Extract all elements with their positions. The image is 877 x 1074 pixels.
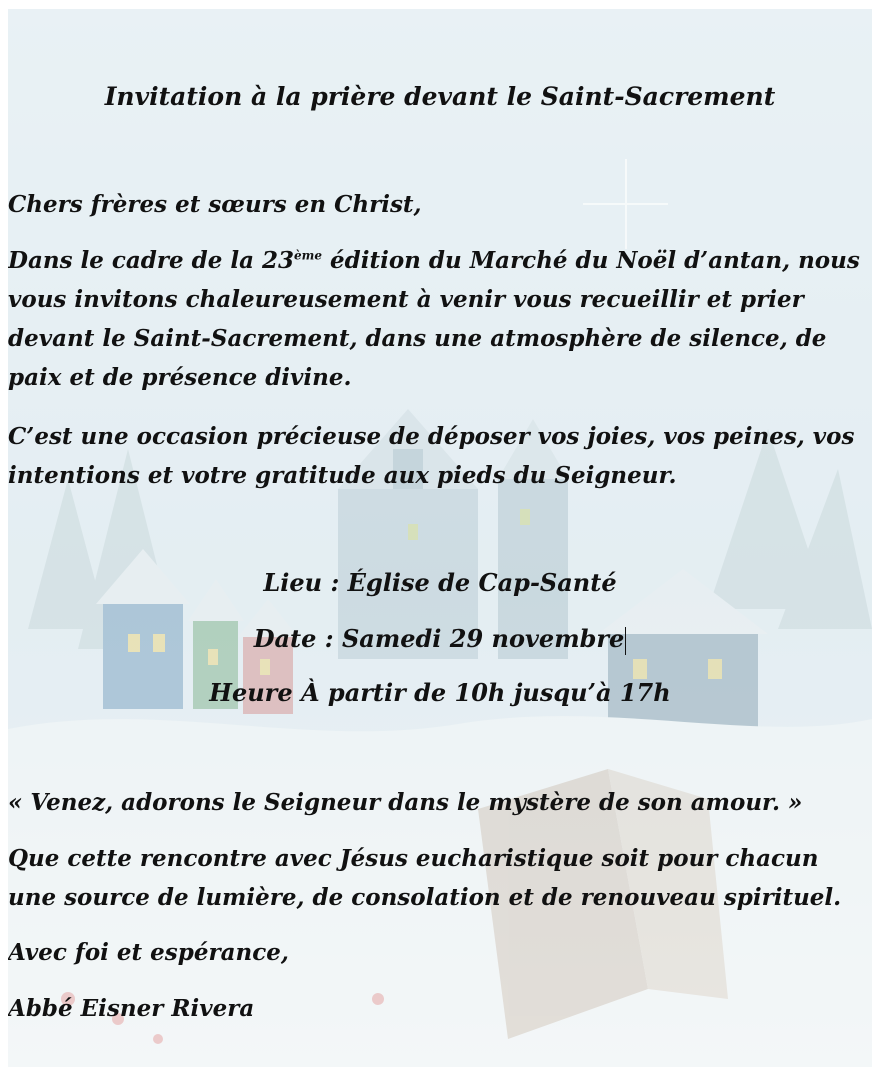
paragraph-intro-start: Dans le cadre de la 23 <box>8 247 295 274</box>
paragraph-intro-rest: édition du Marché du Noël d’antan, nous vous invitons chaleureusement à venir vous recueillir et prier devant le Saint-Sacrement, dans une atmosphère de silence, de paix et de présence divine. <box>8 247 860 391</box>
invitation-document <box>8 9 872 1067</box>
greeting: Chers frères et sœurs en Christ, <box>8 191 422 218</box>
text-cursor <box>625 627 626 655</box>
paragraph-occasion: C’est une occasion précieuse de déposer vos joies, vos peines, vos intentions et votre gratitude aux pieds du Seigneur. <box>8 423 855 489</box>
signature: Abbé Eisner Rivera <box>8 995 255 1022</box>
detail-date-text: Date : Samedi 29 novembre <box>253 624 625 653</box>
document-title: Invitation à la prière devant le Saint-Sacrement <box>104 82 776 111</box>
detail-lieu: Lieu : Église de Cap-Santé <box>263 568 617 597</box>
paragraph-blessing: Que cette rencontre avec Jésus eucharistique soit pour chacun une source de lumière, de consolation et de renouveau spirituel. <box>8 845 842 911</box>
closing: Avec foi et espérance, <box>8 939 289 966</box>
quote: « Venez, adorons le Seigneur dans le mystère de son amour. » <box>8 789 803 816</box>
document-page <box>8 9 872 1067</box>
detail-heure: Heure À partir de 10h jusqu’à 17h <box>209 678 671 707</box>
paragraph-intro <box>8 241 870 397</box>
ordinal-suffix: ème <box>294 248 322 263</box>
detail-date <box>8 619 872 659</box>
